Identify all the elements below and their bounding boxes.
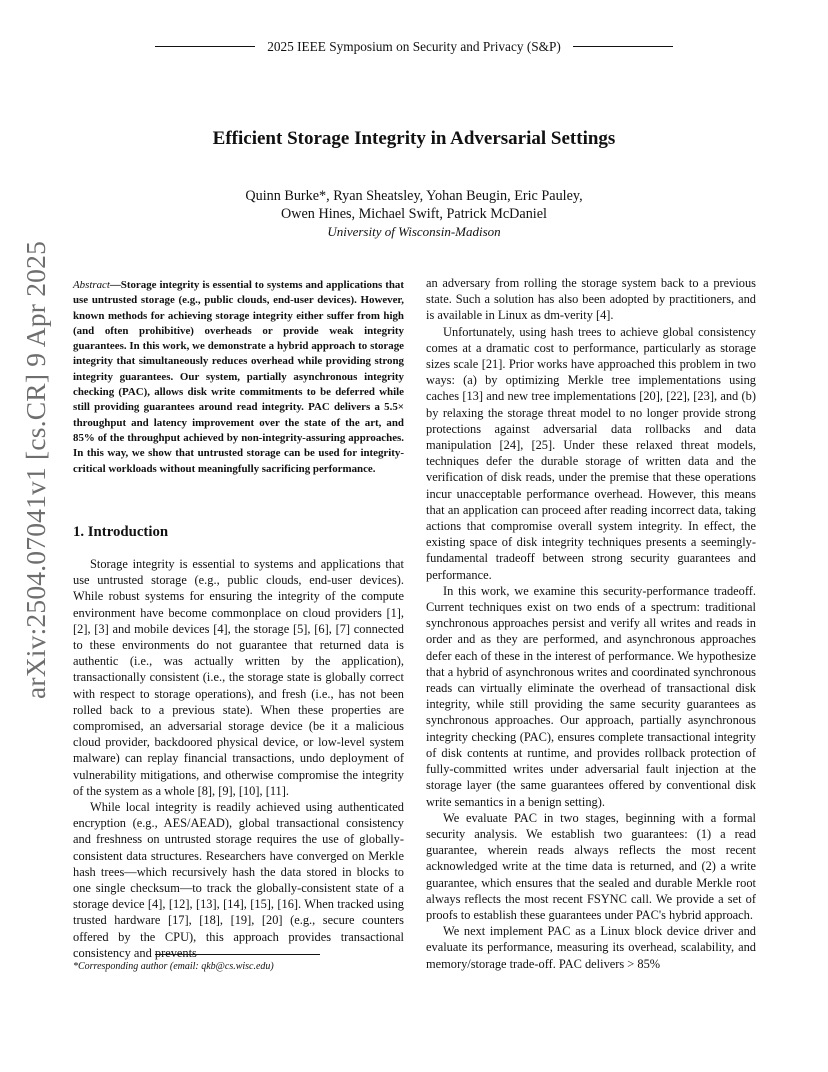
- right-paragraph-3: In this work, we examine this security-performance tradeoff. Current techniques exist on two ends of a spectrum: traditional synchronous approaches persist and verify all writes and reads in order and as they are performed, and asynchronous approaches defer each of these in the interest of performance. We hypothesize that a hybrid of asynchronous writes and coordinated synchronous reads can virtually eliminate the overhead of transactional disk integrity, while still providing the same security guarantees as synchronous approaches. Our approach, partially asynchronous integrity checking (PAC), ensures complete transactional integrity of disk contents at runtime, and provides rollback protection of fully-committed writes under adversarial fault injection at the storage layer (the same guarantees offered by conventional disk write semantics in a benign setting).: [426, 583, 756, 809]
- header-rule-left: [155, 46, 255, 47]
- abstract-text: —Storage integrity is essential to systems and applications that use untrusted storage (e.g., public clouds, end-user devices). However, known methods for achieving storage integrity either suffer from high (and often prohibitive) overheads or provide weak integrity guarantees. In this work, we demonstrate a hybrid approach to storage integrity that simultaneously reduces overhead while providing strong integrity guarantees. Our system, partially asynchronous integrity checking (PAC), allows disk write commitments to be deferred while still providing guarantees around read integrity. PAC delivers a 5.5× throughput and latency improvement over the state of the art, and 85% of the throughput achieved by non-integrity-assuring approaches. In this way, we show that untrusted storage can be used for integrity-critical workloads without meaningfully sacrificing performance.: [73, 279, 404, 475]
- venue-text: 2025 IEEE Symposium on Security and Privacy (S&P): [267, 39, 561, 54]
- section-heading-introduction: 1. Introduction: [73, 524, 169, 540]
- paper-title: Efficient Storage Integrity in Adversarial Settings: [212, 128, 616, 149]
- header-rule-right: [573, 46, 673, 47]
- right-paragraph-4: We evaluate PAC in two stages, beginning with a formal security analysis. We establish two guarantees: (1) a read guarantee, wherein reads always reflects the most recent acknowledged write at the time data is returned, and (2) a write guarantee, which ensures that the sealed and durable Merkle root always reflects the most recent FSYNC call. We provide a set of proofs to establish these guarantees under PAC's hybrid approach.: [426, 810, 756, 922]
- authors-line-1: Quinn Burke*, Ryan Sheatsley, Yohan Beugin, Eric Pauley,: [245, 188, 583, 204]
- right-paragraph-2: Unfortunately, using hash trees to achieve global consistency comes at a dramatic cost to performance, particularly as storage sizes scale [21]. Prior works have approached this problem in two ways: (a) by optimizing Merkle tree implementations using caches [13] and new tree implementations [20], [22], [23], and (b) by relaxing the storage threat model to no longer provide strong protections against adversarial data rollbacks and data manipulation [24], [25]. Under these relaxed threat models, techniques defer the durable storage of written data and the verification of disk reads, under the premise that these operations incur unacceptable performance overhead. However, this means that an application can proceed after reading incorrect data, taking actions that compromise overall system integrity. In effect, the existing space of disk integrity techniques presents a seemingly-fundamental tradeoff between strong security guarantees and performance.: [426, 324, 756, 582]
- right-paragraph-1: an adversary from rolling the storage system back to a previous state. Such a solution has also been adopted by practitioners, and is available in Linux as dm-verity [4].: [426, 276, 756, 323]
- abstract: [73, 278, 404, 477]
- right-column-body: [426, 275, 756, 972]
- intro-paragraph-2: While local integrity is readily achieved using authenticated encryption (e.g., AES/AEAD), global transactional consistency and freshness on untrusted storage requires the use of globally-consistent data structures. Researchers have converged on Merkle hash trees—which recursively hash the data stored in blocks to one single checksum—to track the globally-consistent state of a storage device [4], [12], [13], [14], [15], [16]. When tracked using trusted hardware [17], [18], [19], [20] (e.g., secure counters offered by the CPU), this approach provides transactional consistency and prevents: [73, 800, 404, 960]
- right-paragraph-5: We next implement PAC as a Linux block device driver and evaluate its performance, measuring its overhead, scalability, and memory/storage trade-off. PAC delivers > 85%: [426, 924, 756, 971]
- intro-paragraph-1: Storage integrity is essential to systems and applications that use untrusted storage (e.g., public clouds, end-user devices). While robust systems for ensuring the integrity of the compute environment have become commonplace on cloud providers [1], [2], [3] and mobile devices [4], the storage [5], [6], [7] connected to these environments do not guarantee that returned data is authentic (i.e., was actually written by the application), transactionally consistent (i.e., the storage state is globally correct with respect to storage operations), and fresh (i.e., has not been rolled back to a previous state). When these properties are compromised, an adversarial storage device (be it a malicious cloud provider, backdoored physical device, or low-level system malware) can replay financial transactions, undo deployment of vulnerability mitigations, and otherwise compromise the integrity of the system as a whole [8], [9], [10], [11].: [73, 557, 404, 798]
- author-block: [0, 187, 828, 241]
- abstract-label: Abstract: [73, 279, 110, 291]
- venue-header: [0, 39, 828, 55]
- arxiv-sidebar: [16, 240, 56, 700]
- affiliation: University of Wisconsin-Madison: [327, 224, 501, 239]
- footnote-rule: [155, 954, 320, 955]
- footnote: *Corresponding author (email: qkb@cs.wisc.edu): [73, 961, 274, 972]
- arxiv-identifier: arXiv:2504.07041v1 [cs.CR] 9 Apr 2025: [20, 240, 51, 700]
- authors-line-2: Owen Hines, Michael Swift, Patrick McDaniel: [281, 206, 547, 222]
- left-column-body: [73, 556, 404, 961]
